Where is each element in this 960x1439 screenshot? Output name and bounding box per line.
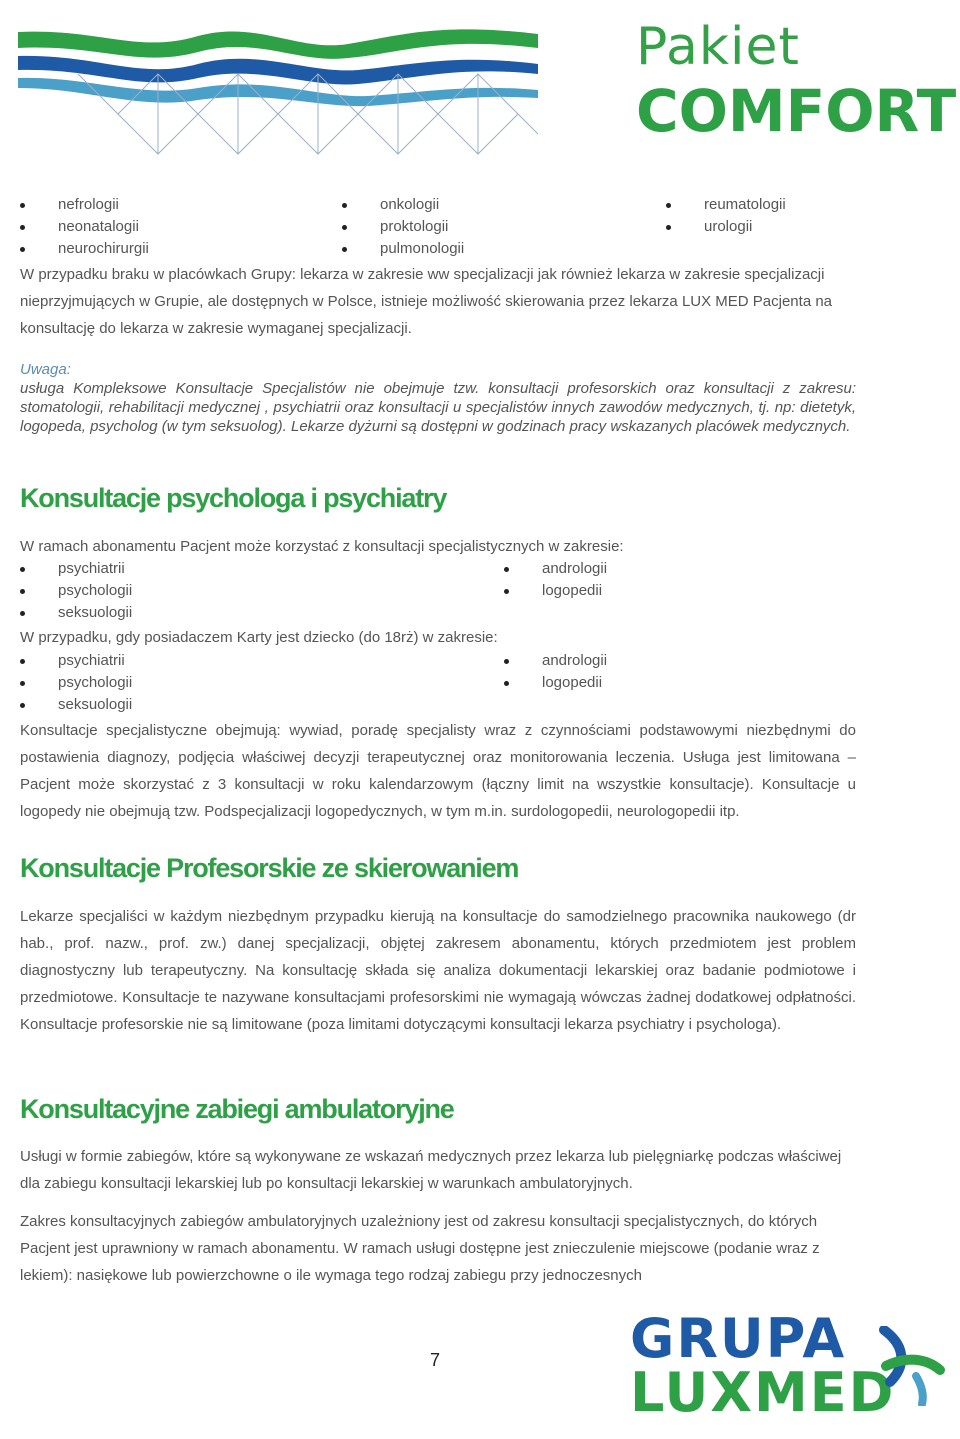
amb-body-1: Usługi w formie zabiegów, które są wykonywane ze wskazań medycznych przez lekarza lub pielęgniarkę podczas właściwej dla zabiegu konsultacji lekarskiej lub po konsultacji lekarskiej w warunkach ambulatoryjnych. <box>20 1148 842 1192</box>
list-item: seksuologii <box>20 694 132 716</box>
logo-grupa-text: GRUPA <box>630 1307 847 1370</box>
bullet-icon <box>20 589 25 594</box>
list-item: urologii <box>666 216 786 238</box>
bullet-icon <box>20 659 25 664</box>
bullet-icon <box>504 681 509 686</box>
psych-body: Konsultacje specjalistyczne obejmują: wywiad, poradę specjalisty wraz z czynnościami podstawowymi niezbędnymi do postawienia diagnozy, podjęcia właściwej decyzji terapeutycznej oraz monitorowania leczenia. Usługa jest limitowana – Pacjent może skorzystać z 3 konsultacji w roku kalendarzowym (łączny limit na wszystkie konsultacje). Konsultacje u logopedy nie obejmują tzw. Podspecjalizacji logopedycznych, w tym m.in. surdologopedii, neurologopedii itp. <box>20 722 856 820</box>
bullet-icon <box>20 681 25 686</box>
pakiet-comfort-logo <box>636 17 957 145</box>
list-item: onkologii <box>342 194 464 216</box>
list-item: logopedii <box>504 580 607 602</box>
logo-luxmed-text: LUXMED <box>630 1361 896 1424</box>
list-item: seksuologii <box>20 602 132 624</box>
prof-body: Lekarze specjaliści w każdym niezbędnym przypadku kierują na konsultacje do samodzielnego pracownika naukowego (dr hab., prof. nazw., prof. zw.) danej specjalizacji, objętej zakresem abonamentu, których przedmiotem jest problem diagnostyczny lub terapeutyczny. Na konsultację składa się analiza dokumentacji lekarskiej oraz badanie podmiotowe i przedmiotowe. Konsultacje te nazywane konsultacjami profesorskimi nie wymagają wówczas żadnej dodatkowej odpłatności. Konsultacje profesorskie nie są limitowane (poza limitami dotyczącymi konsultacji lekarza psychiatry i psychologa). <box>20 908 856 1033</box>
bullet-icon <box>342 203 347 208</box>
bullet-icon <box>20 247 25 252</box>
list-item: andrologii <box>504 650 607 672</box>
logo-pakiet-text: Pakiet <box>636 17 800 77</box>
bullet-icon <box>20 567 25 572</box>
referral-paragraph: W przypadku braku w placówkach Grupy: lekarza w zakresie ww specjalizacji jak również lekarza w zakresie specjalizacji nieprzyjmujących w Grupie, ale dostępnych w Polsce, istnieje możliwość skierowania przez lekarza LUX MED Pacjenta na konsultację do lekarza w zakresie wymaganej specjalizacji. <box>20 266 833 337</box>
bullet-icon <box>504 659 509 664</box>
header-wave-graphic <box>18 14 538 164</box>
list-item: psychiatrii <box>20 558 132 580</box>
list-item: nefrologii <box>20 194 149 216</box>
list-item: psychologii <box>20 672 132 694</box>
heading-amb: Konsultacyjne zabiegi ambulatoryjne <box>20 1094 454 1124</box>
luxmed-mark-icon <box>876 1326 946 1406</box>
list-item: pulmonologii <box>342 238 464 260</box>
bullet-icon <box>20 225 25 230</box>
bullet-icon <box>504 567 509 572</box>
list-item: psychologii <box>20 580 132 602</box>
note-block <box>20 360 856 436</box>
bullet-icon <box>342 247 347 252</box>
bullet-icon <box>342 225 347 230</box>
list-item: reumatologii <box>666 194 786 216</box>
psych-child-intro: W przypadku, gdy posiadaczem Karty jest dziecko (do 18rż) w zakresie: <box>20 629 498 646</box>
bullet-icon <box>666 225 671 230</box>
bullet-icon <box>504 589 509 594</box>
specialties-col-1 <box>20 194 149 260</box>
list-item: psychiatrii <box>20 650 132 672</box>
list-item: neonatalogii <box>20 216 149 238</box>
heading-psych: Konsultacje psychologa i psychiatry <box>20 483 447 513</box>
grupa-luxmed-logo <box>630 1307 950 1428</box>
list-item: neurochirurgii <box>20 238 149 260</box>
note-body: usługa Kompleksowe Konsultacje Specjalistów nie obejmuje tzw. konsultacji profesorskich oraz konsultacji z zakresu: stomatologii, rehabilitacji medycznej , psychiatrii oraz konsultacji u specjalistów innych zawodów medycznych, tj. np: dietetyk, logopeda, psycholog (w tym seksuolog). Lekarze dyżurni są dostępni w godzinach pracy wskazanych placówek medycznych. <box>20 380 856 435</box>
specialties-col-3 <box>666 194 786 238</box>
list-item: andrologii <box>504 558 607 580</box>
psych-intro: W ramach abonamentu Pacjent może korzystać z konsultacji specjalistycznych w zakresie: <box>20 538 624 555</box>
bullet-icon <box>20 703 25 708</box>
heading-prof: Konsultacje Profesorskie ze skierowaniem <box>20 853 519 883</box>
bullet-icon <box>20 611 25 616</box>
bullet-icon <box>20 203 25 208</box>
list-item: proktologii <box>342 216 464 238</box>
amb-body-2: Zakres konsultacyjnych zabiegów ambulatoryjnych uzależniony jest od zakresu konsultacji specjalistycznych, do których Pacjent jest uprawniony w ramach abonamentu. W ramach usługi dostępne jest znieczulenie miejscowe (podanie wraz z lekiem): nasiękowe lub powierzchowne o ile wymaga tego rodzaj zabiegu przy jednoczesnych <box>20 1213 820 1284</box>
bullet-icon <box>666 203 671 208</box>
note-title: Uwaga: <box>20 361 71 378</box>
specialties-col-2 <box>342 194 464 260</box>
logo-comfort-text: COMFORT <box>636 77 957 145</box>
list-item: logopedii <box>504 672 607 694</box>
page-number: 7 <box>430 1350 441 1370</box>
